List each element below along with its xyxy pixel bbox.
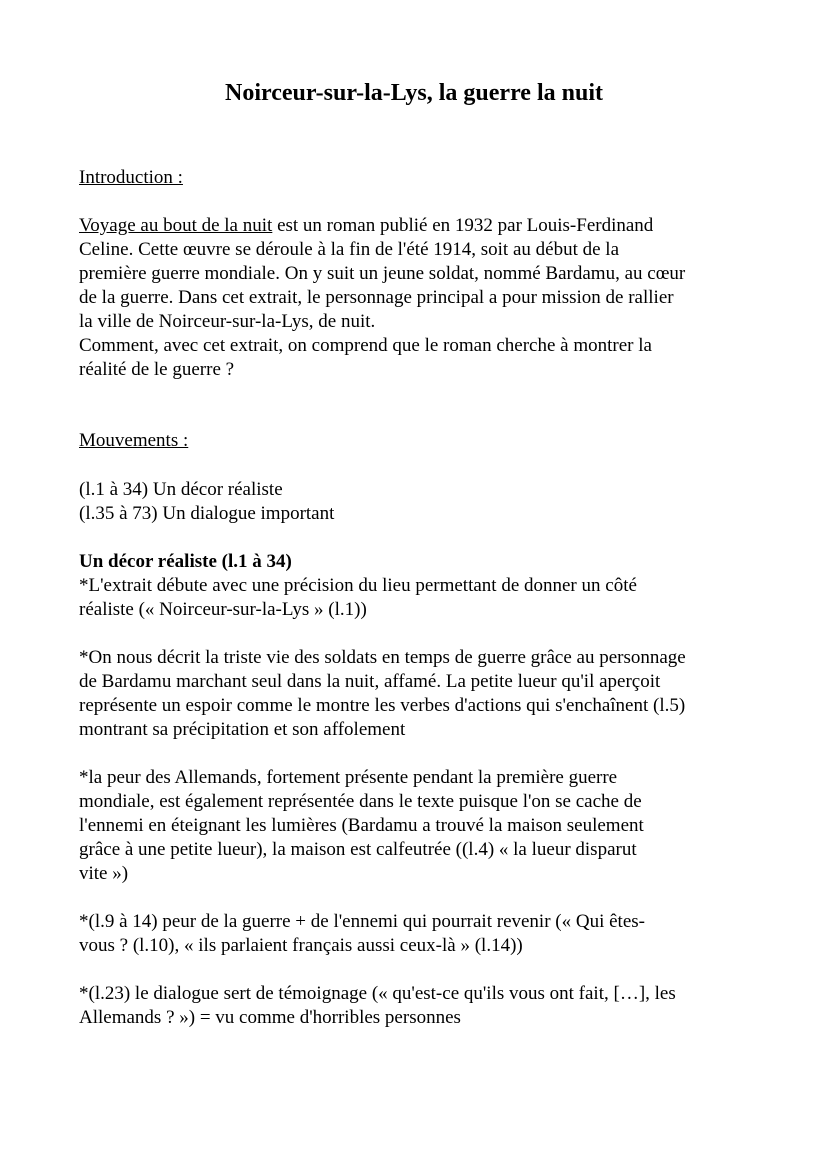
section-1 [79,550,637,622]
text-line: Allemands ? ») = vu comme d'horribles personnes [79,1007,461,1028]
introduction-paragraph [79,214,685,382]
text-line: l'ennemi en éteignant les lumières (Bardamu a trouvé la maison seulement [79,815,644,836]
text-line: *L'extrait débute avec une précision du lieu permettant de donner un côté [79,575,637,596]
introduction-heading [79,166,183,190]
text-line: Comment, avec cet extrait, on comprend que le roman cherche à montrer la [79,335,652,356]
text-line-part: est un roman publié en 1932 par Louis-Ferdinand [272,215,654,236]
text-line: *(l.23) le dialogue sert de témoignage (« qu'est-ce qu'ils vous ont fait, […], les [79,983,676,1004]
text-line [79,214,685,238]
mouvement-item: (l.35 à 73) Un dialogue important [79,503,335,524]
paragraph [79,646,686,742]
text-line: *(l.9 à 14) peur de la guerre + de l'ennemi qui pourrait revenir (« Qui êtes- [79,911,645,932]
paragraph [79,766,644,886]
document-title: Noirceur-sur-la-Lys, la guerre la nuit [225,80,603,106]
heading-text: Mouvements : [79,430,189,451]
mouvement-item: (l.1 à 34) Un décor réaliste [79,479,283,500]
text-line: réalité de le guerre ? [79,359,235,380]
mouvements-heading [79,429,188,453]
text-line: la ville de Noirceur-sur-la-Lys, de nuit. [79,311,376,332]
text-line: montrant sa précipitation et son affolement [79,719,406,740]
text-line: vite ») [79,863,129,884]
heading-text: Introduction : [79,167,183,188]
text-line: grâce à une petite lueur), la maison est calfeutrée ((l.4) « la lueur disparut [79,839,637,860]
paragraph [79,910,645,958]
section-heading: Un décor réaliste (l.1 à 34) [79,551,292,572]
text-line: vous ? (l.10), « ils parlaient français aussi ceux-là » (l.14)) [79,935,523,956]
text-line: *On nous décrit la triste vie des soldats en temps de guerre grâce au personnage [79,647,686,668]
mouvements-list [79,478,334,526]
text-line: représente un espoir comme le montre les verbes d'actions qui s'enchaînent (l.5) [79,695,686,716]
text-line: réaliste (« Noirceur-sur-la-Lys » (l.1)) [79,599,367,620]
text-line: Celine. Cette œuvre se déroule à la fin de l'été 1914, soit au début de la [79,239,619,260]
book-title: Voyage au bout de la nuit [79,215,273,236]
text-line: de la guerre. Dans cet extrait, le personnage principal a pour mission de rallier [79,287,674,308]
text-line: mondiale, est également représentée dans le texte puisque l'on se cache de [79,791,642,812]
text-line: *la peur des Allemands, fortement présente pendant la première guerre [79,767,618,788]
text-line: de Bardamu marchant seul dans la nuit, affamé. La petite lueur qu'il aperçoit [79,671,661,692]
text-line: première guerre mondiale. On y suit un jeune soldat, nommé Bardamu, au cœur [79,263,686,284]
paragraph [79,982,676,1030]
